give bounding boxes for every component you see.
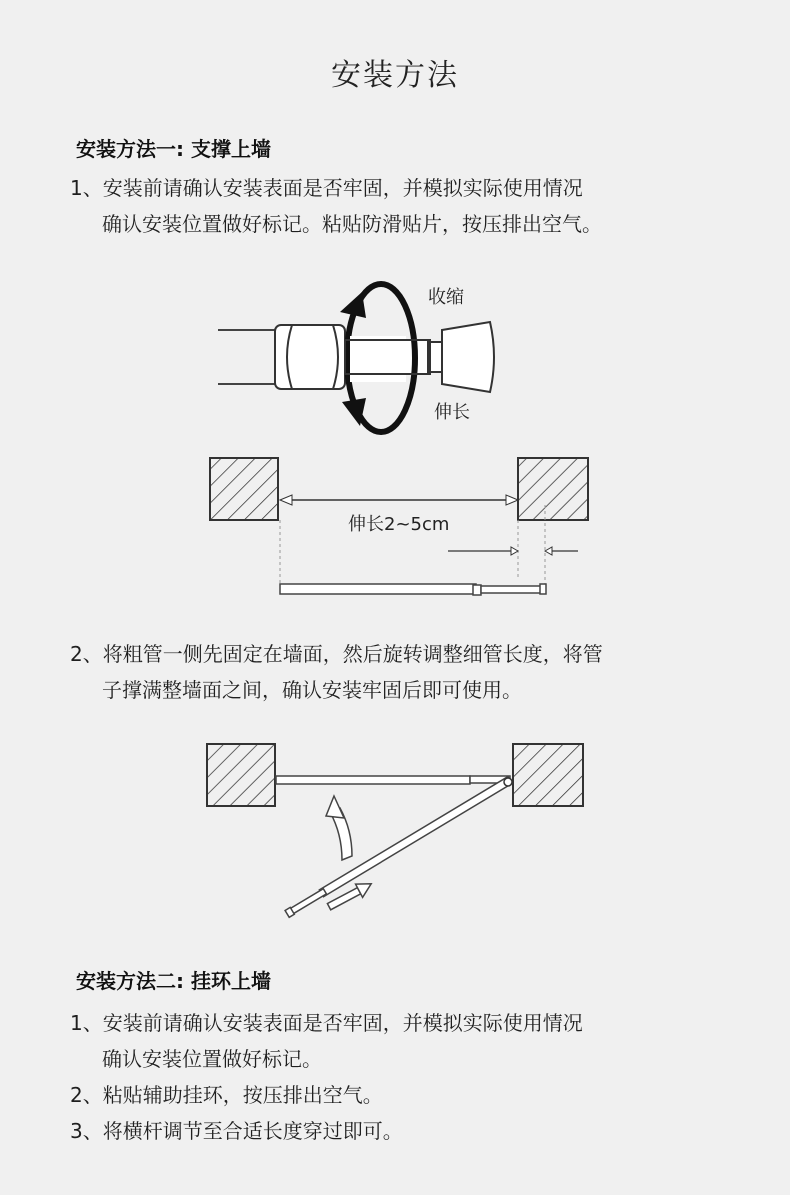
method2-heading: 安装方法二: 挂环上墙 — [76, 969, 271, 993]
label-extend: 伸长 — [434, 402, 470, 423]
method1-step1-line1: 1、安装前请确认安装表面是否牢固，并模拟实际使用情况 — [70, 176, 583, 200]
method1-step2-line1: 2、将粗管一侧先固定在墙面，然后旋转调整细管长度，将管 — [70, 642, 603, 666]
arrow-shrink-icon — [340, 292, 366, 318]
method2-step3: 3、将横杆调节至合适长度穿过即可。 — [70, 1119, 403, 1143]
left-wall — [210, 458, 278, 520]
rod-thin — [481, 586, 541, 593]
method1-step1 — [70, 170, 760, 242]
label-shrink: 收缩 — [428, 287, 464, 308]
rod-install-diagram — [0, 735, 790, 925]
method1-heading: 安装方法一: 支撑上墙 — [76, 137, 271, 161]
rod-horizontal — [276, 776, 470, 784]
rod-diagonal — [285, 777, 512, 918]
rod-twist-diagram — [0, 270, 790, 440]
rod-thick — [280, 584, 476, 594]
right-wall — [518, 458, 588, 520]
page-title: 安装方法 — [331, 58, 459, 93]
left-wall-2 — [207, 744, 275, 806]
method2-steps — [70, 1005, 760, 1149]
tube-collar — [275, 325, 345, 389]
method2-step1-line1: 1、安装前请确认安装表面是否牢固，并模拟实际使用情况 — [70, 1011, 583, 1035]
method2-step2: 2、粘贴辅助挂环，按压排出空气。 — [70, 1083, 383, 1107]
label-extend-range: 伸长2~5cm — [348, 514, 450, 535]
method1-step2 — [70, 636, 760, 708]
end-cap — [442, 322, 494, 392]
wall-measure-diagram — [0, 450, 790, 610]
method1-step2-line2: 子撑满整墙面之间，确认安装牢固后即可使用。 — [102, 678, 522, 702]
right-wall-2 — [513, 744, 583, 806]
method1-step1-line2: 确认安装位置做好标记。粘贴防滑贴片，按压排出空气。 — [102, 212, 602, 236]
method2-step1-line2: 确认安装位置做好标记。 — [102, 1047, 322, 1071]
